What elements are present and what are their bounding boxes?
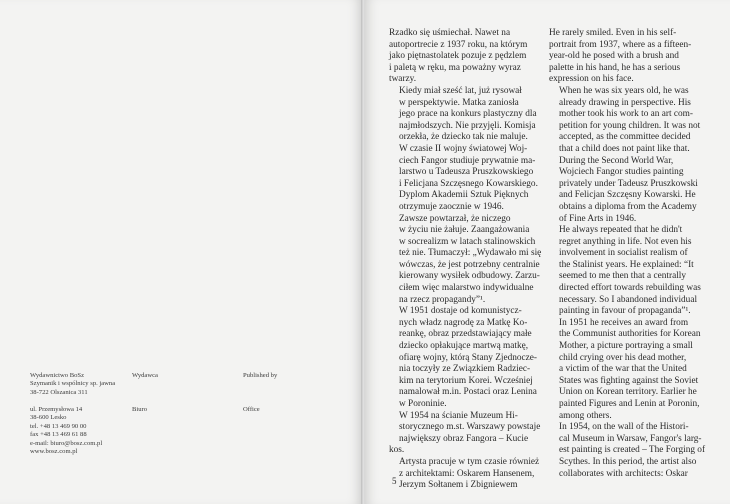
polish-text-line: Kiedy miał sześć lat, już rysował [399,85,522,96]
english-text-line: and Felicjan Szczęsny Kowarski. He [559,190,696,201]
imprint-line: fax +48 13 469 61 88 [30,431,87,439]
polish-text-line: W czasie II wojny światowej Woj- [399,143,528,154]
polish-text-line: i Felicjana Szczęsnego Kowarskiego. [399,178,538,189]
paragraph [549,156,707,226]
english-text-column [549,28,707,480]
office-label-pl: Biuro [132,406,148,413]
english-text-line: When he was six years old, he was [559,85,689,96]
english-text-line: Wojciech Fangor studies painting [559,167,684,178]
english-text-line: In 1954, on the wall of the Histori- [559,422,689,433]
polish-text-line: larstwo u Tadeusza Pruszkowskiego [399,167,534,178]
polish-text-line: W 1951 dostaje od komunistycz- [399,306,522,317]
english-text-line: painted Figures and Lenin at Poronin, [559,399,700,409]
english-text-line: regret anything in life. Not even his [559,236,692,247]
polish-text-line: też nie. Tłumaczył: „Wydawało mi się [399,248,542,259]
polish-text-column [389,28,543,492]
english-text-line: collaborates with architects: Oskar [559,468,688,479]
imprint-line: tel. +48 13 469 90 00 [30,422,87,430]
imprint-line: www.bosz.com.pl [30,448,78,456]
english-text-line: portrait from 1937, where as a fifteen- [549,39,692,50]
polish-text-line: w socrealizm w latach stalinowskich [399,236,536,247]
polish-text-line: W 1954 na ścianie Muzeum Hi- [399,410,518,421]
english-text-line: In 1951 he receives an award from [559,317,689,328]
office-address [30,406,102,456]
publisher-address [30,372,115,397]
polish-text-line: w Poroninie. [399,399,447,409]
polish-text-line: jego prace na konkurs plastyczny dla [399,109,537,120]
english-text-line: Scythes. In this period, the artist also [559,456,697,467]
polish-text-line: nych władz nagrodę za Matkę Ko- [399,317,528,328]
page-number: 5 [392,476,397,486]
publisher-label-en: Published by [243,372,278,379]
imprint-line: Wydawnictwo BoSz [30,372,84,379]
english-text-line: He always repeated that he didn't [559,225,683,236]
english-text-line: accepted, as the committee decided [559,132,691,143]
polish-text-line: nia toczyły ze Związkiem Radziec- [399,364,531,375]
polish-text-line: namalował m.in. Postaci oraz Lenina [399,387,537,398]
paragraph [389,411,543,492]
english-text-line: Union on Korean territory. Earlier he [559,387,697,398]
english-text-line: petition for young children. It was not [559,120,701,131]
polish-text-line: dziecko opłakujące martwą matkę, [399,341,529,352]
paragraph [549,28,707,86]
polish-text-line: storycznego m.st. Warszawy powstaje [399,422,541,433]
polish-text-line: otrzymuje zaocznie w 1946. [399,201,504,212]
english-text-line: the Communist authorities for Korean [559,329,701,340]
polish-text-line: jako piętnastolatek pozuje z pędzlem [389,51,527,62]
english-text-line: year-old he posed with a brush and [549,51,679,62]
english-text-line: among others. [559,410,612,421]
polish-text-line: kierowany wysiłek odbudowy. Zarzu- [399,271,540,282]
english-text-line: During the Second World War, [559,155,674,166]
polish-text-line: orzekła, że dziecko tak nie maluje. [399,132,528,143]
english-text-line: seemed to me then that a centrally [559,271,687,282]
polish-text-line: w życiu nie żałuje. Zaangażowania [399,225,530,236]
paragraph [549,318,707,422]
paragraph [549,225,707,318]
english-text-line: a victim of the war that the United [559,364,687,375]
polish-text-line: reankę, obraz przedstawiający małe [399,329,532,340]
english-text-line: privately under Tadeusz Pruszkowski [559,178,698,189]
polish-text-line: w perspektywie. Matka zaniosła [399,97,519,108]
english-text-line: mother took his work to an art com- [559,109,694,120]
polish-text-line: ciech Fangor studiuje prywatnie ma- [399,155,536,166]
paragraph [389,306,543,410]
polish-text-line: na rzecz propagandy”¹. [399,294,486,305]
polish-text-line: wówczas, że jest potrzebny centralnie [399,259,540,270]
office-label-en: Office [243,406,260,413]
polish-text-line: kim na terytorium Korei. Wcześniej [399,375,533,386]
english-text-line: that a child does not paint like that. [559,143,690,154]
english-text-line: palette in his hand, he has a serious [549,62,681,73]
english-text-line: States was fighting against the Soviet [559,375,699,386]
english-text-line: of Fine Arts in 1946. [559,213,637,224]
polish-text-line: Artysta pracuje w tym czasie również [399,456,540,467]
english-text-line: painting in favour of propaganda”¹. [559,306,691,317]
paragraph [389,144,543,214]
polish-text-line: ciłem więc malarstwo indywidualne [399,283,534,294]
imprint-line: 38-722 Olszanica 311 [30,388,88,396]
polish-text-line: największy obraz Fangora – Kucie kos. [389,433,529,456]
english-text-line: cal Museum in Warsaw, Fangor's larg- [559,433,702,444]
polish-text-line: najmłodszych. Nie przyjęli. Komisja [399,120,536,131]
imprint-line: Szymanik i wspólnicy sp. jawna [30,380,116,388]
polish-text-line: Zawsze powtarzał, że niczego [399,213,511,224]
imprint-line: e-mail: biuro@bosz.com.pl [30,439,103,447]
english-text-line: child crying over his dead mother, [559,352,687,363]
paragraph [389,214,543,307]
paragraph [389,28,543,86]
english-text-line: directed effort towards rebuilding was [559,283,701,294]
english-text-line: expression on his face. [549,74,634,85]
paragraph [549,86,707,156]
imprint-line: ul. Przemysłowa 14 [30,406,83,413]
right-page [365,0,730,504]
english-text-line: obtains a diploma from the Academy [559,201,697,212]
english-text-line: involvement in socialist realism of [559,248,688,259]
polish-text-line: Dyplom Akademii Sztuk Pięknych [399,190,529,201]
left-page [0,0,362,504]
paragraph [549,422,707,480]
polish-text-line: Rzadko się uśmiechał. Nawet na [389,28,511,38]
english-text-line: already drawing in perspective. His [559,97,691,108]
polish-text-line: ofiarę wojny, którą Stany Zjednocze- [399,352,538,363]
polish-text-line: autoportrecie z 1937 roku, na którym [389,39,528,50]
english-text-line: He rarely smiled. Even in his self- [549,28,677,38]
english-text-line: the Stalinist years. He explained: “It [559,259,694,270]
english-text-line: Mother, a picture portraying a small [559,341,693,352]
imprint-line: 38-600 Lesko [30,414,67,422]
english-text-line: necessary. So I abandoned individual [559,294,698,305]
polish-text-line: z architektami: Oskarem Hansenem, [399,468,535,479]
polish-text-line: Jerzym Sołtanem i Zbigniewem [399,480,518,491]
polish-text-line: i paletą w ręku, ma poważny wyraz [389,62,521,73]
publisher-label-pl: Wydawca [132,372,158,379]
english-text-line: est painting is created – The Forging of [559,445,706,456]
polish-text-line: twarzy. [389,74,417,85]
paragraph [389,86,543,144]
